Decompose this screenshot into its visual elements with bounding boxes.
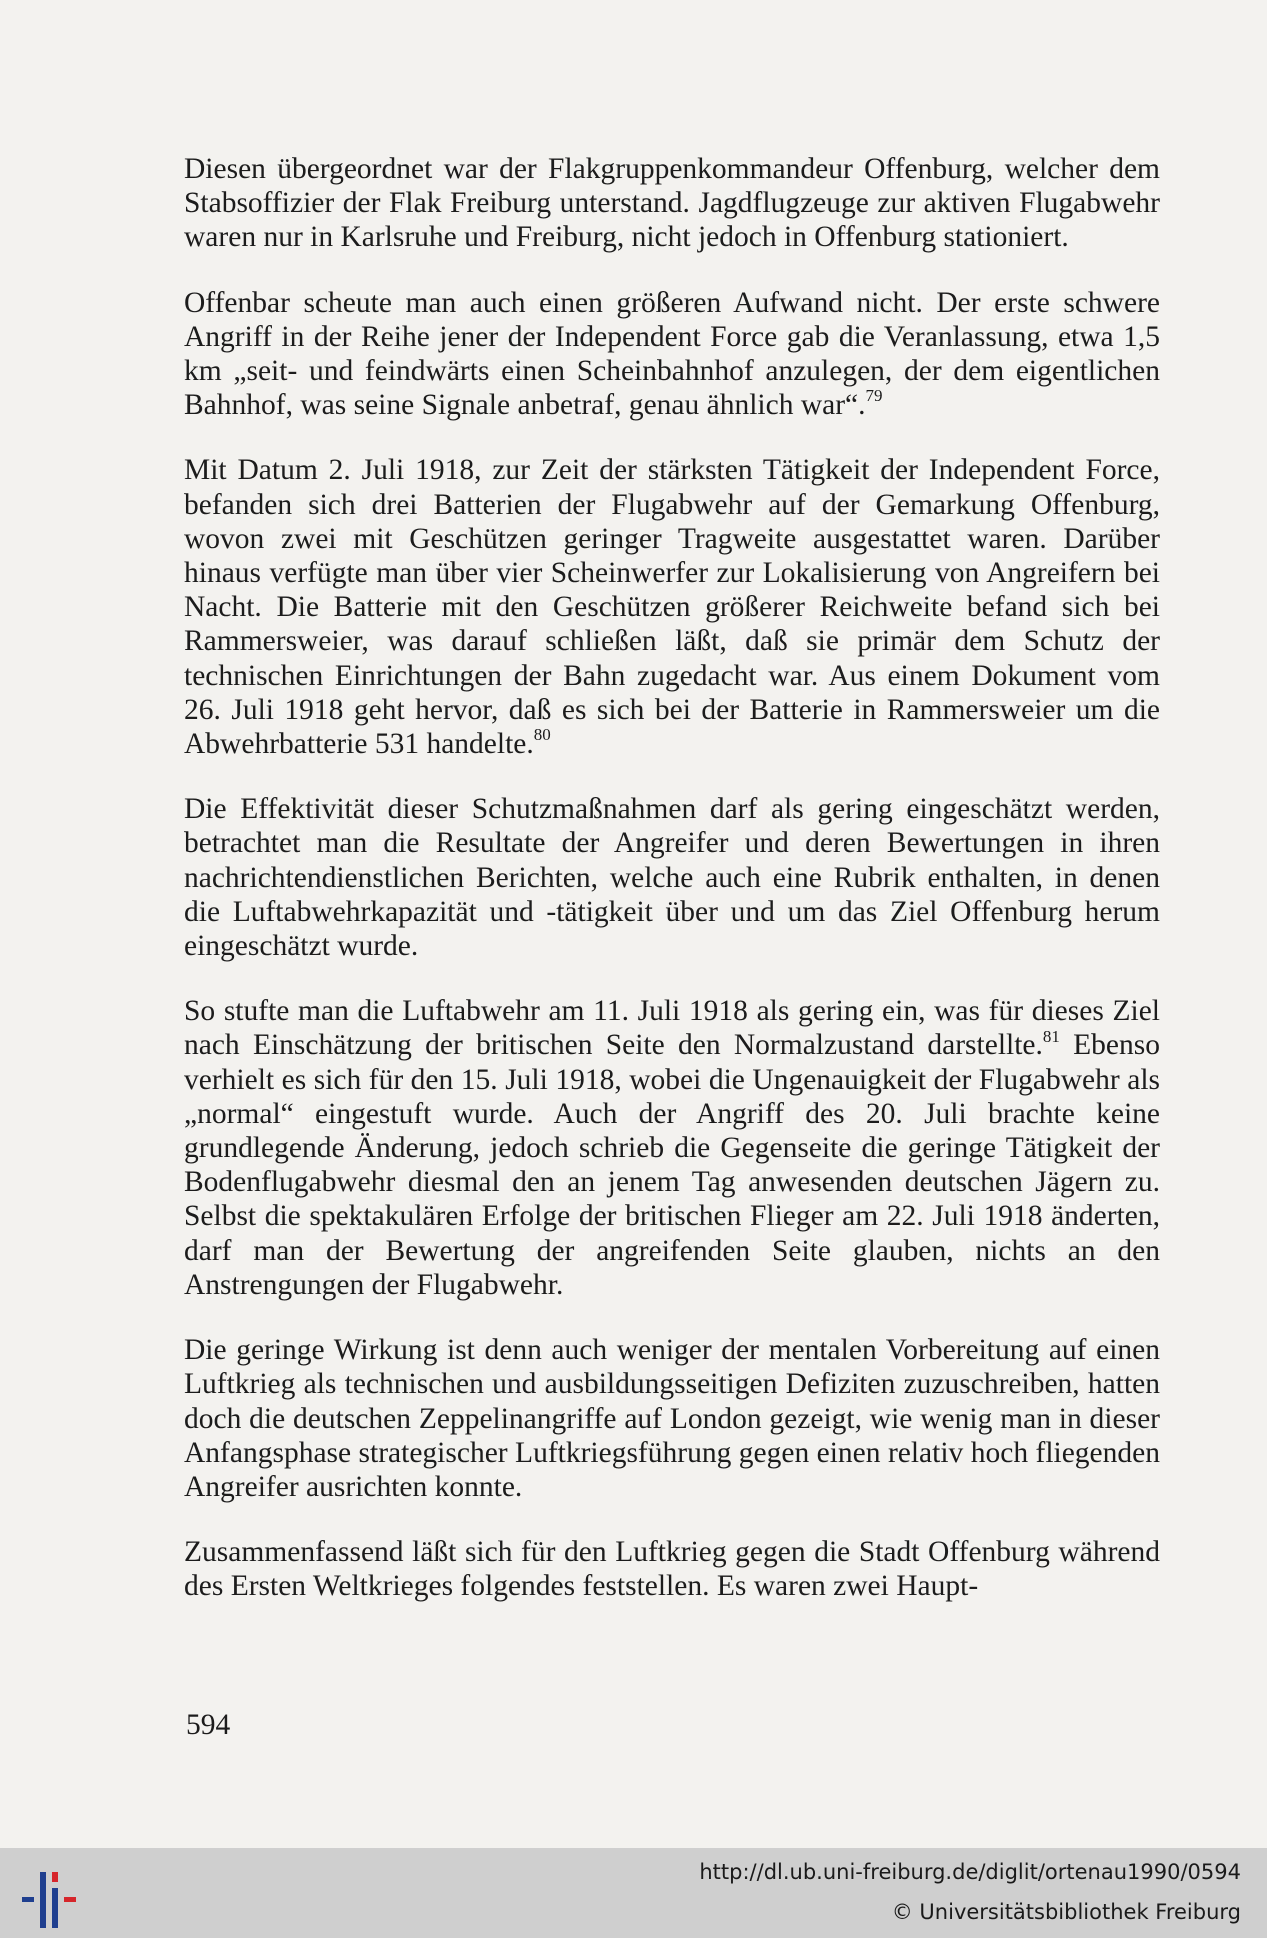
footer-bar [0,1848,1267,1938]
paragraph-7: Zusammenfassend läßt sich für den Luftkrieg gegen die Stadt Offenburg während des Ersten Weltkrieges folgendes feststellen. Es waren zwei Haupt- [184,1536,1160,1603]
footnote-marker-79[interactable]: 79 [865,386,883,406]
copyright-notice: © Universitätsbibliothek Freiburg [891,1900,1241,1924]
paragraph-6: Die geringe Wirkung ist denn auch weniger der mentalen Vorbereitung auf einen Luftkrieg als technischen und ausbildungsseitigen Defiziten zuzuschreiben, hatten doch die deutschen Zeppelinangriffe auf London gezeigt, wie wenig man in dieser Anfangsphase strategischer Luftkriegsführung gegen einen relativ hoch fliegenden Angreifer ausrichten konnte. [184,1334,1160,1503]
footnote-marker-81[interactable]: 81 [1042,1026,1060,1046]
source-url-link[interactable]: http://dl.ub.uni-freiburg.de/diglit/ortenau1990/0594 [699,1860,1241,1884]
ub-freiburg-logo-icon [22,1866,80,1928]
footnote-marker-80[interactable]: 80 [533,725,551,745]
body-text [184,152,1160,1604]
paragraph-2: Offenbar scheute man auch einen größeren Aufwand nicht. Der erste schwere Angriff in der Reihe jener der Independent Force gab die Veranlassung, etwa 1,5 km „seit- und feindwärts einen Scheinbahnhof anzulegen, der dem eigentlichen Bahnhof, was seine Signale anbetraf, genau ähnlich war“.$^{79}$ [184,286,1160,422]
paragraph-4: Die Effektivität dieser Schutzmaßnahmen darf als gering eingeschätzt werden, betrachtet man die Resultate der Angreifer und deren Bewertungen in ihren nachrichtendienstlichen Berichten, welche auch eine Rubrik enthalten, in denen die Luftabwehrkapazität und -tätigkeit über und um das Ziel Offenburg herum eingeschätzt wurde. [184,793,1160,963]
paragraph-1: Diesen übergeordnet war der Flakgruppenkommandeur Offenburg, welcher dem Stabsoffizier der Flak Freiburg unterstand. Jagdflugzeuge zur aktiven Flugabwehr waren nur in Karlsruhe und Freiburg, nicht jedoch in Offenburg stationiert. [184,153,1160,254]
page-number: 594 [186,1709,231,1741]
paragraph-5: So stufte man die Luftabwehr am 11. Juli 1918 als gering ein, was für dieses Ziel nach Einschätzung der britischen Seite den Normalzustand darstellte.$^{81}$ Ebenso verhielt es sich für den 15. Juli 1918, wobei die Ungenauigkeit der Flugabwehr als „normal“ eingestuft wurde. Auch der Angriff des 20. Juli brachte keine grundlegende Änderung, jedoch schrieb die Gegenseite die geringe Tätigkeit der Bodenflugabwehr diesmal den an jenem Tag anwesenden deutschen Jägern zu. Selbst die spektakulären Erfolge der britischen Flieger am 22. Juli 1918 änderten, darf man der Bewertung der angreifenden Seite glauben, nichts an den Anstrengungen der Flugabwehr. [184,995,1160,1301]
paragraph-3: Mit Datum 2. Juli 1918, zur Zeit der stärksten Tätigkeit der Independent Force, befanden sich drei Batterien der Flugabwehr auf der Gemarkung Offenburg, wovon zwei mit Geschützen geringer Tragweite ausgestattet waren. Darüber hinaus verfügte man über vier Scheinwerfer zur Lokalisierung von Angreifern bei Nacht. Die Batterie mit den Geschützen größerer Reichweite befand sich bei Rammersweier, was darauf schließen läßt, daß sie primär dem Schutz der technischen Einrichtungen der Bahn zugedacht war. Aus einem Dokument vom 26. Juli 1918 geht hervor, daß es sich bei der Batterie in Rammersweier um die Abwehrbatterie 531 handelte.$^{80}$ [184,454,1160,761]
